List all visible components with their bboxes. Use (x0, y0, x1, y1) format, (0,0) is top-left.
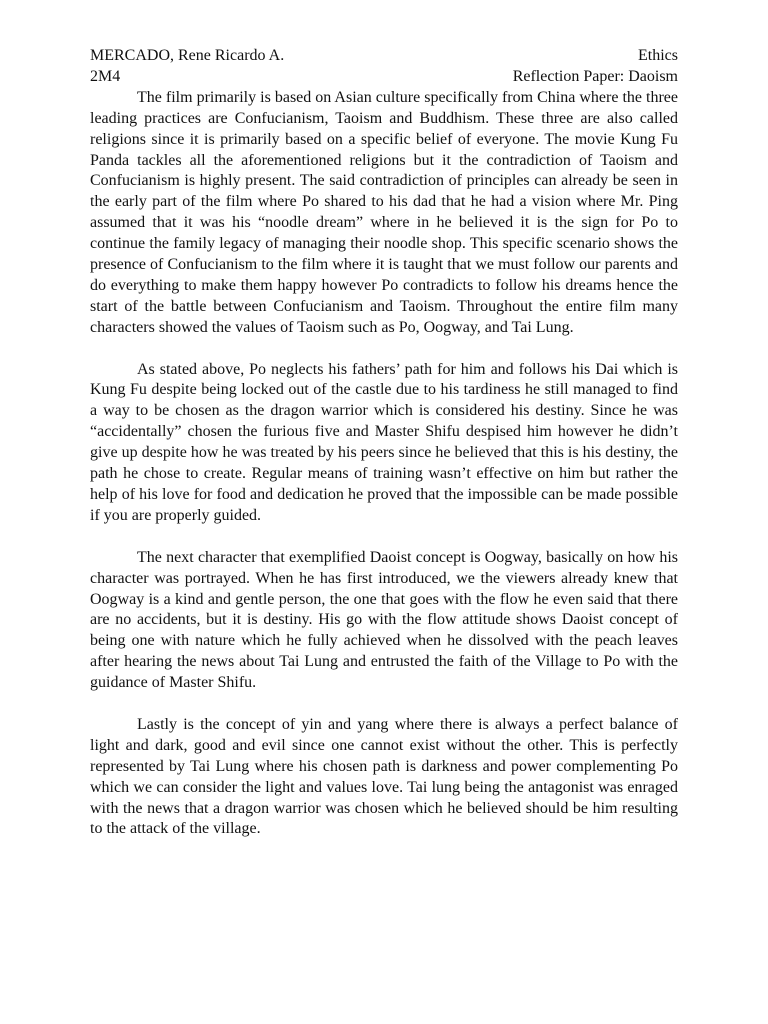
paragraph-spacer (90, 339, 678, 360)
paragraph-yin-yang: Lastly is the concept of yin and yang where there is always a perfect balance of light and dark, good and evil since one cannot exist without the other. This is perfectly represented by Tai Lung where his chosen path is darkness and power complementing Po which we can consider the light and values love. Tai lung being the antagonist was enraged with the news that a dragon warrior was chosen which he believed should be him resulting to the attack of the village. (90, 715, 678, 838)
section-label: 2M4 (90, 67, 121, 85)
paragraph-spacer (90, 527, 678, 548)
author-name: MERCADO, Rene Ricardo A. (90, 47, 285, 64)
subject-label: Ethics (638, 47, 678, 64)
paper-title: Reflection Paper: Daoism (512, 67, 678, 85)
paragraph-spacer (90, 694, 678, 715)
paragraph-intro: The film primarily is based on Asian culture specifically from China where the three leading practices are Confucianism, Taoism and Buddhism. These three are also called religions since it is primarily based on a specific belief of everyone. The movie Kung Fu Panda tackles all the aforementioned religions but it the contradiction of Taoism and Confucianism is highly present. The said contradiction of principles can already be seen in the early part of the film where Po shared to his dad that he had a vision where Mr. Ping assumed that it was his “noodle dream” where in he believed it is the sign for Po to continue the family legacy of managing their noodle shop. This specific scenario shows the presence of Confucianism to the film where it is taught that we must follow our parents and do everything to make them happy however Po contradicts to follow his dreams hence the start of the battle between Confucianism and Taoism. Throughout the entire film many characters showed the values of Taoism such as Po, Oogway, and Tai Lung. (90, 88, 678, 336)
document-page (90, 46, 678, 840)
header-row-1 (90, 46, 678, 67)
paragraph-po: As stated above, Po neglects his fathers’ path for him and follows his Dai which is Kung Fu despite being locked out of the castle due to his tardiness he still managed to find a way to be chosen as the dragon warrior which is considered his destiny. Since he was “accidentally” chosen the furious five and Master Shifu despised him however he didn’t give up despite how he was treated by his peers since he believed that this is his destiny, the path he chose to create. Regular means of training wasn’t effective on him but rather the help of his love for food and dedication he proved that the impossible can be made possible if you are properly guided. (90, 360, 678, 524)
paragraph-oogway: The next character that exemplified Daoist concept is Oogway, basically on how his character was portrayed. When he has first introduced, we the viewers already knew that Oogway is a kind and gentle person, the one that goes with the flow he even said that there are no accidents, but it is destiny. His go with the flow attitude shows Daoist concept of being one with nature which he fully achieved when he dissolved with the peach leaves after hearing the news about Tai Lung and entrusted the faith of the Village to Po with the guidance of Master Shifu. (90, 548, 678, 692)
header-row-2 (90, 67, 678, 88)
